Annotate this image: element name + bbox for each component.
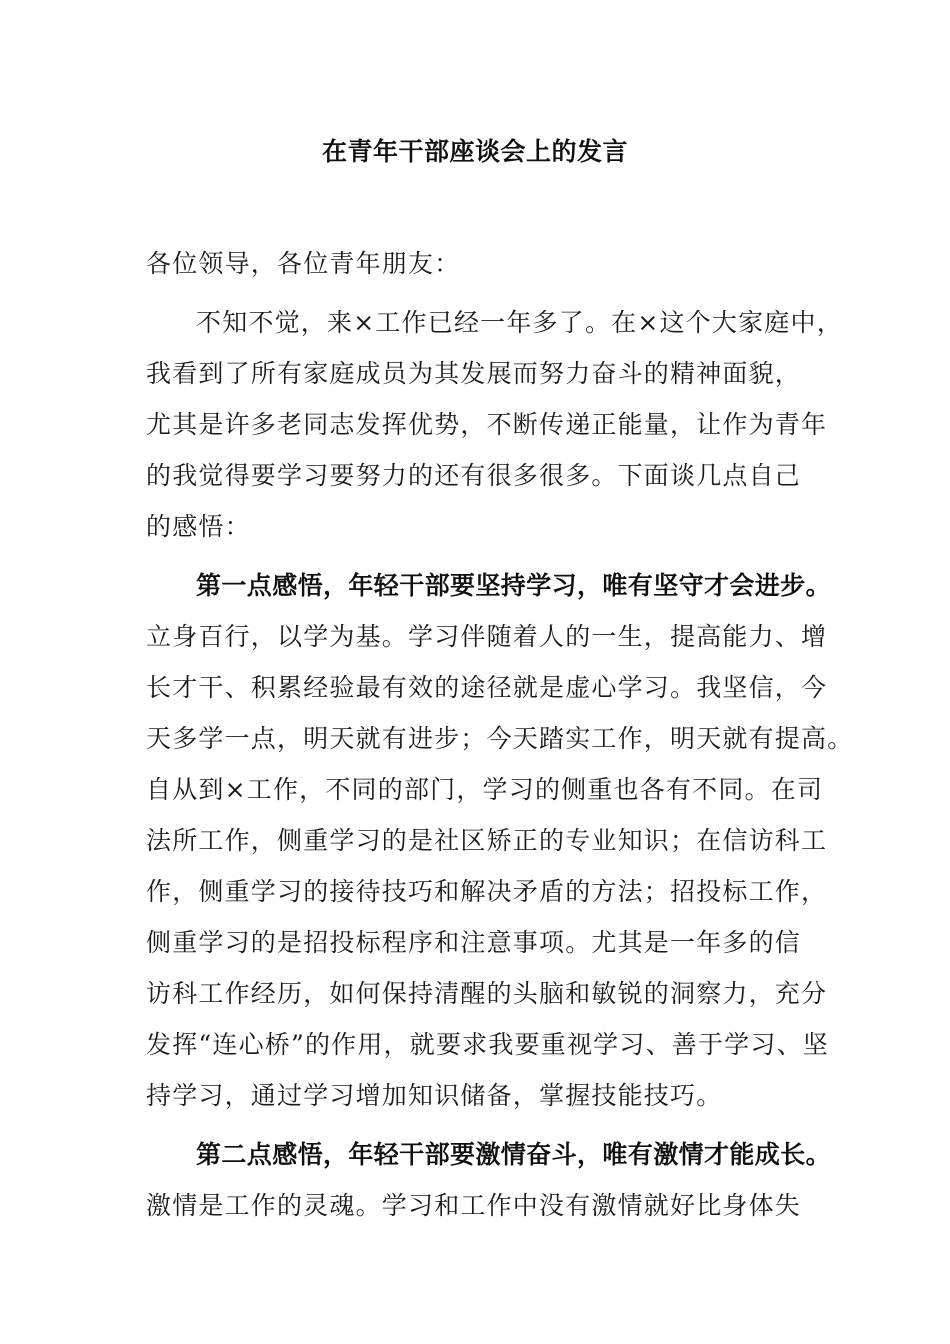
paragraph-line: 发挥“连心桥”的作用，就要求我要重视学习、善于学习、坚 (146, 1030, 829, 1059)
point-one-heading: 第一点感悟，年轻干部要坚持学习，唯有坚守才会进步。 (196, 571, 832, 600)
document-title: 在青年干部座谈会上的发言 (321, 137, 628, 166)
paragraph-line: 作，侧重学习的接待技巧和解决矛盾的方法；招投标工作， (146, 877, 828, 906)
paragraph-line: 的感悟： (146, 512, 251, 541)
paragraph-line: 立身百行，以学为基。学习伴随着人的一生，提高能力、增 (146, 622, 828, 651)
salutation: 各位领导，各位青年朋友： (146, 249, 461, 278)
paragraph-line: 访科工作经历，如何保持清醒的头脑和敏锐的洞察力，充分 (146, 979, 828, 1008)
point-one-paragraph (146, 560, 854, 1121)
paragraph-line: 自从到×工作，不同的部门，学习的侧重也各有不同。在司 (146, 775, 824, 804)
document-body (146, 238, 854, 1231)
paragraph-line: 天多学一点，明天就有进步；今天踏实工作，明天就有提高。 (146, 724, 854, 753)
paragraph-line: 长才干、积累经验最有效的途径就是虚心学习。我坚信，今 (146, 673, 828, 702)
paragraph-line: 法所工作，侧重学习的是社区矫正的专业知识；在信访科工 (146, 826, 828, 855)
point-two-heading: 第二点感悟，年轻干部要激情奋斗，唯有激情才能成长。 (196, 1140, 832, 1169)
paragraph-line: 侧重学习的是招投标程序和注意事项。尤其是一年多的信 (146, 928, 802, 957)
point-two-paragraph (146, 1129, 832, 1231)
paragraph-line: 我看到了所有家庭成员为其发展而努力奋斗的精神面貌， (146, 359, 802, 388)
paragraph-line: 激情是工作的灵魂。学习和工作中没有激情就好比身体失 (146, 1191, 802, 1220)
paragraph-line: 的我觉得要学习要努力的还有很多很多。下面谈几点自己 (146, 461, 802, 490)
paragraph-line: 不知不觉，来×工作已经一年多了。在×这个大家庭中， (196, 308, 843, 337)
paragraph-line: 尤其是许多老同志发挥优势，不断传递正能量，让作为青年 (146, 410, 828, 439)
intro-paragraph (146, 297, 843, 552)
paragraph-line: 持学习，通过学习增加知识储备，掌握技能技巧。 (146, 1081, 723, 1110)
